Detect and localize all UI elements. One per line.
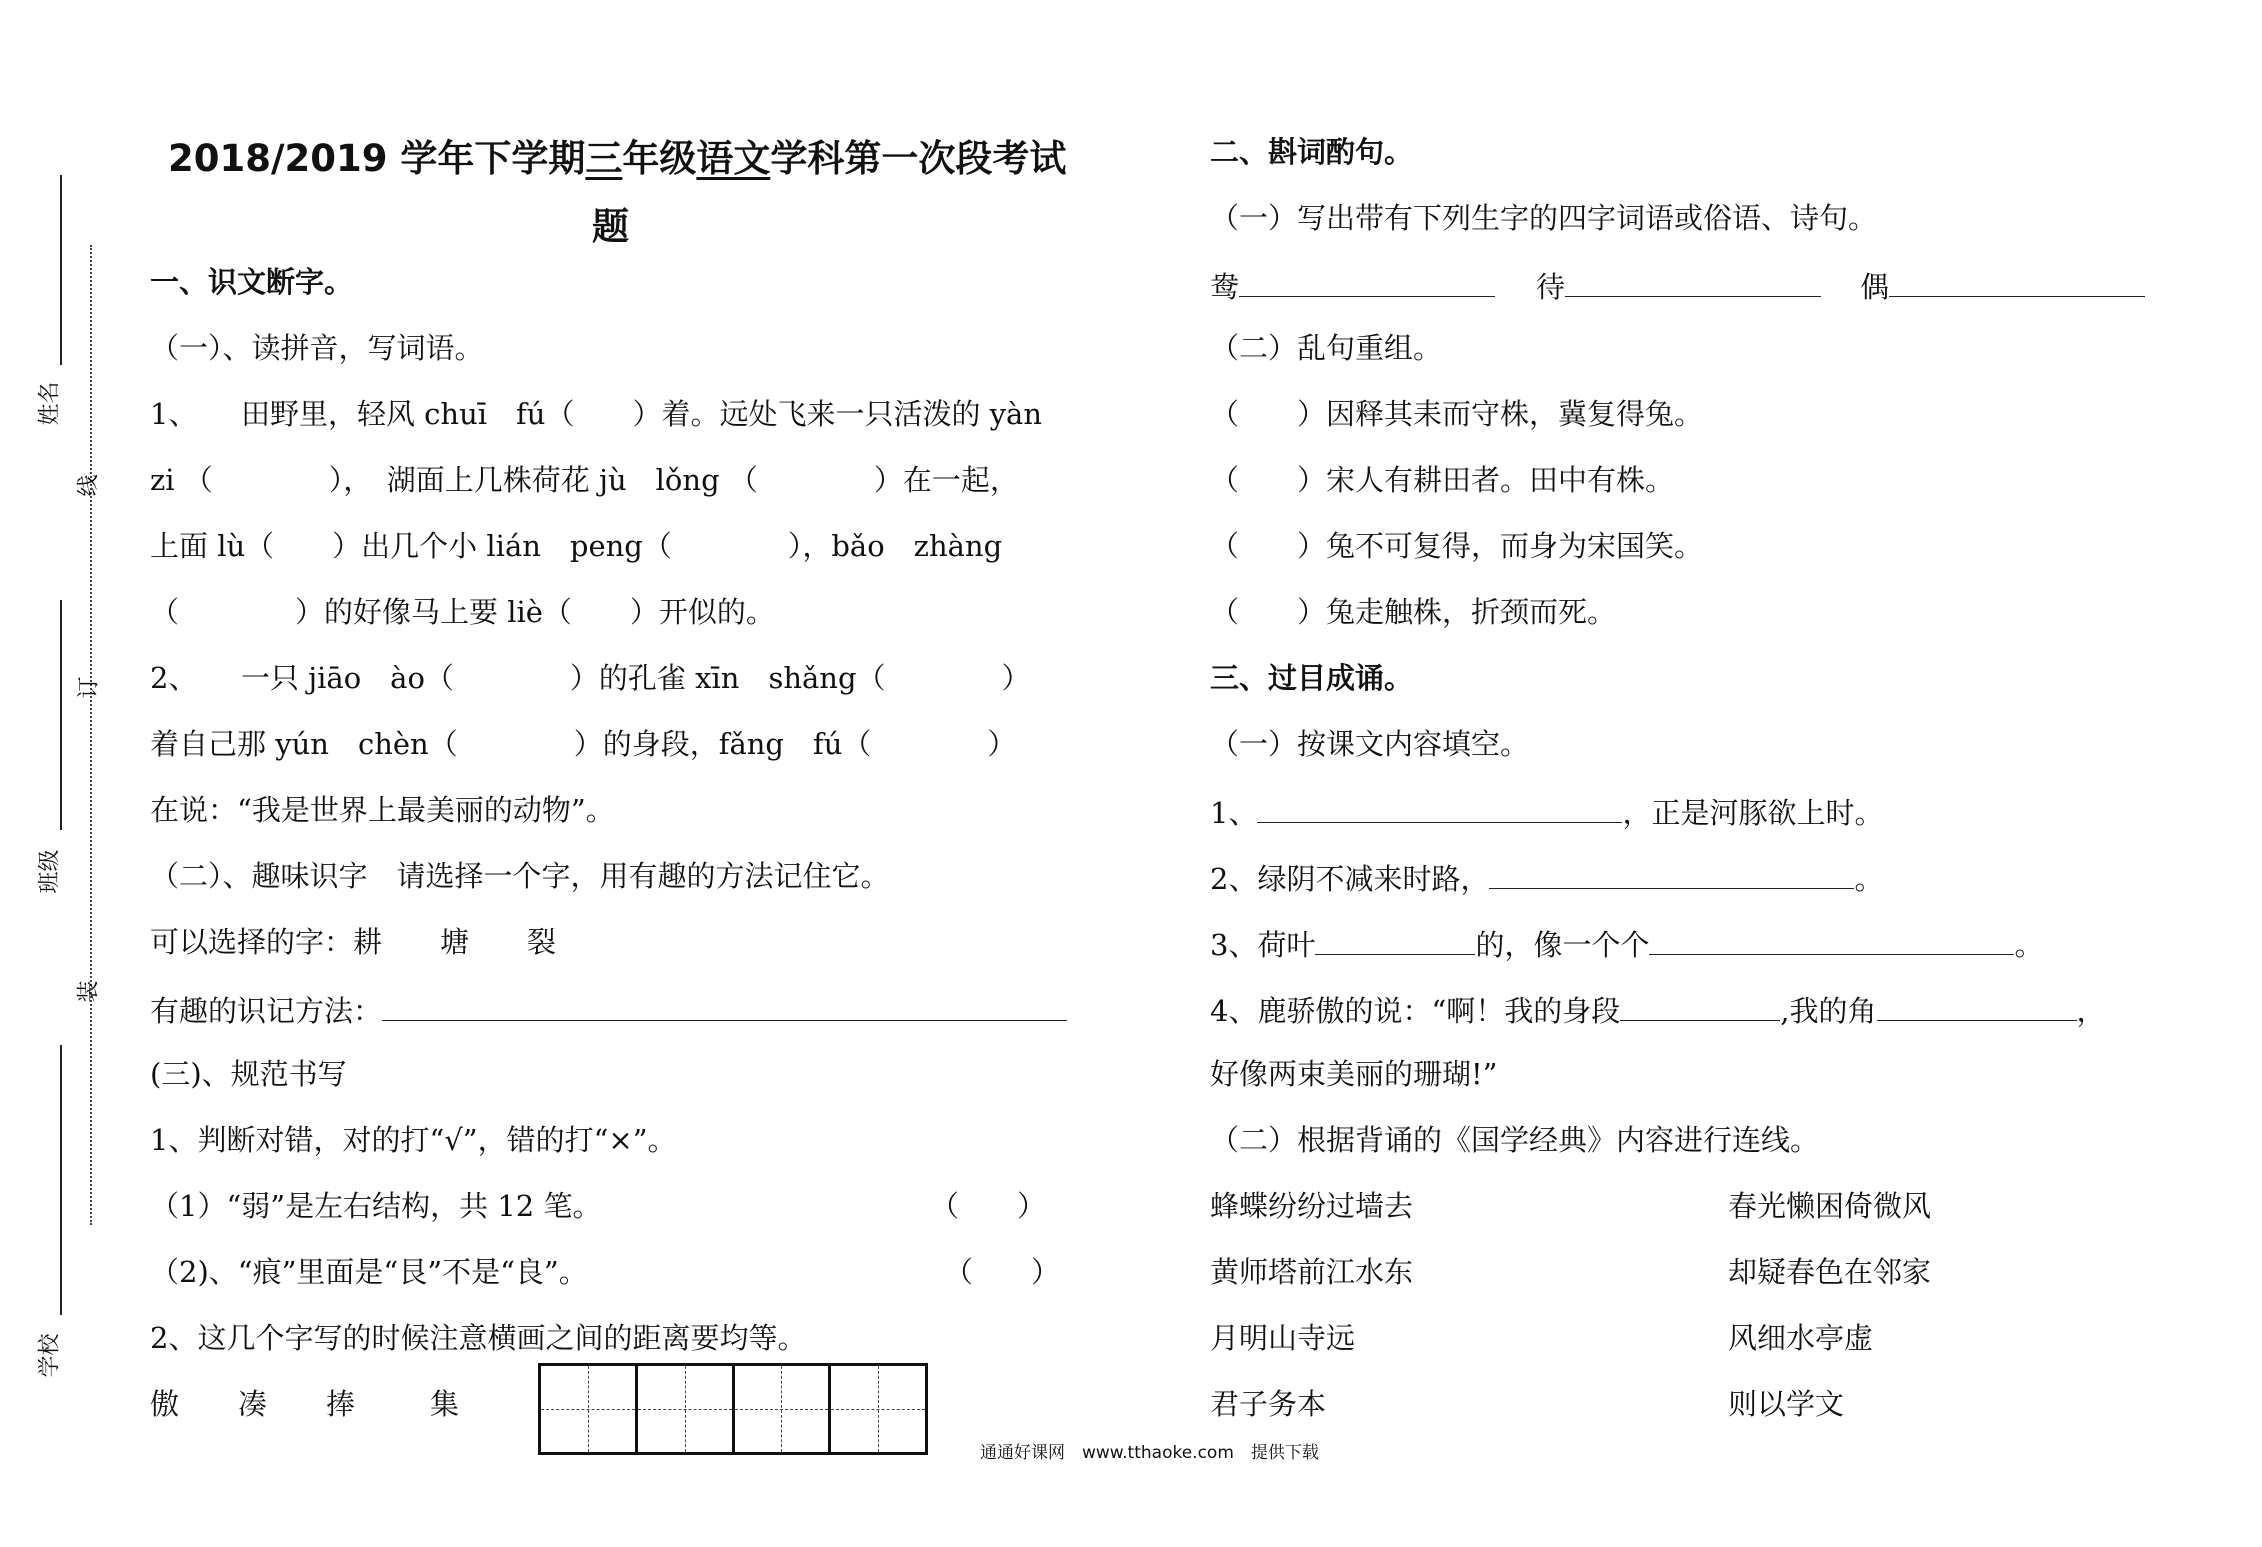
s1-part2-heading: （二）、趣味识字 请选择一个字，用有趣的方法记住它。: [150, 859, 890, 893]
section3-heading: 三、过目成诵。: [1210, 661, 1414, 695]
q2-line2: 着自己那 yún chèn（ ）的身段，fǎng fú（ ）: [150, 727, 1017, 761]
judge-item-2-answer[interactable]: （ ）: [944, 1255, 1061, 1289]
write-char-3: 捧: [326, 1387, 356, 1421]
q1-line3: 上面 lù（ ）出几个小 lián peng（ ），bǎo zhàng: [150, 529, 1003, 563]
fill-3-blank-b[interactable]: [1649, 924, 2014, 955]
fill-4-blank-b[interactable]: [1877, 990, 2077, 1021]
binding-dotted-line: [90, 245, 92, 1225]
write-char-4: 集: [430, 1387, 460, 1421]
method-line: [150, 990, 1067, 1029]
title-part-c: 学科第一次段考试: [770, 137, 1067, 180]
match-right-2[interactable]: 却疑春色在邻家: [1728, 1255, 1932, 1289]
line-label: 线: [76, 474, 102, 497]
reorder-item-1: （ ）因释其耒而守株，冀复得兔。: [1210, 397, 1704, 431]
fill-3-blank-a[interactable]: [1315, 924, 1475, 955]
char-blank-1: 鸯: [1210, 266, 1495, 305]
match-left-2[interactable]: 黄师塔前江水东: [1210, 1255, 1414, 1289]
section1-heading: 一、识文断字。: [150, 265, 354, 299]
match-left-1[interactable]: 蜂蝶纷纷过墙去: [1210, 1189, 1414, 1223]
match-left-3[interactable]: 月明山寺远: [1210, 1321, 1356, 1355]
s1-part3-heading: (三)、规范书写: [150, 1057, 347, 1091]
class-label: 班级: [37, 849, 63, 894]
match-right-4[interactable]: 则以学文: [1728, 1387, 1845, 1421]
title-part-b: 年级: [622, 137, 697, 180]
footer-credit: 通通好课网 www.tthaoke.com 提供下载: [980, 1443, 1319, 1463]
char-answer-blank-1[interactable]: [1239, 266, 1495, 297]
q1-line4: （ ）的好像马上要 liè（ ）开似的。: [150, 595, 775, 629]
fill-item-4: 4、鹿骄傲的说：“啊！我的身段 ,我的角 ，: [1210, 990, 2106, 1029]
zhuang-label: 装: [76, 980, 102, 1003]
q2-line1: 2、 一只 jiāo ào（ ）的孔雀 xīn shǎng（ ）: [150, 661, 1031, 695]
judge-heading: 1、判断对错，对的打“√”，错的打“×”。: [150, 1123, 677, 1157]
s2-part1-heading: （一）写出带有下列生字的四字词语或俗语、诗句。: [1210, 201, 1878, 235]
method-answer-blank[interactable]: [382, 990, 1067, 1021]
fill-item-1: 1、 ，正是河豚欲上时。: [1210, 792, 1883, 831]
write-heading: 2、这几个字写的时候注意横画之间的距离要均等。: [150, 1321, 807, 1355]
reorder-item-4: （ ）兔走触株，折颈而死。: [1210, 595, 1617, 629]
char-answer-blank-2[interactable]: [1565, 266, 1821, 297]
choice-line: 可以选择的字：耕 塘 裂: [150, 925, 557, 959]
char-answer-blank-3[interactable]: [1889, 266, 2145, 297]
school-label: 学校: [37, 1333, 63, 1378]
judge-item-1: （1）“弱”是左右结构，共 12 笔。: [150, 1189, 602, 1223]
q2-line3: 在说：“我是世界上最美丽的动物”。: [150, 793, 615, 827]
char-blank-2: 待: [1536, 266, 1821, 305]
write-char-2: 凑: [238, 1387, 268, 1421]
writing-grid[interactable]: [538, 1363, 928, 1455]
ding-label: 订: [76, 676, 102, 699]
match-right-1[interactable]: 春光懒困倚微风: [1728, 1189, 1932, 1223]
fill-4-blank-a[interactable]: [1620, 990, 1780, 1021]
q1-line2: zi （ ）， 湖面上几株荷花 jù lǒng （ ）在一起，: [150, 463, 1019, 497]
fill-item-4-line2: 好像两束美丽的珊瑚!”: [1210, 1057, 1498, 1091]
margin-line-top: [60, 175, 62, 365]
s2-part2-heading: （二）乱句重组。: [1210, 331, 1443, 365]
margin-line-bottom: [60, 1045, 62, 1315]
name-label: 姓名: [37, 381, 63, 426]
writing-cell[interactable]: [541, 1366, 638, 1452]
s1-part1-heading: （一）、读拼音，写词语。: [150, 331, 484, 365]
writing-cell[interactable]: [735, 1366, 832, 1452]
title-grade: 三: [585, 137, 623, 180]
page-title-line2: 题: [592, 205, 629, 248]
write-char-1: 傲: [150, 1387, 180, 1421]
judge-item-2: （2)、“痕”里面是“艮”不是“良”。: [150, 1255, 588, 1289]
fill-2-blank[interactable]: [1489, 858, 1854, 889]
method-label: 有趣的识记方法：: [150, 994, 383, 1028]
reorder-item-3: （ ）兔不可复得，而身为宋国笑。: [1210, 529, 1704, 563]
s3-part1-heading: （一）按课文内容填空。: [1210, 727, 1530, 761]
title-subject: 语文: [696, 137, 771, 180]
fill-1-blank[interactable]: [1257, 792, 1622, 823]
match-right-3[interactable]: 风细水亭虚: [1728, 1321, 1874, 1355]
s3-part2-heading: （二）根据背诵的《国学经典》内容进行连线。: [1210, 1123, 1820, 1157]
fill-item-2: 2、绿阴不减来时路， 。: [1210, 858, 1883, 897]
judge-item-1-answer[interactable]: （ ）: [930, 1189, 1047, 1223]
reorder-item-2: （ ）宋人有耕田者。田中有株。: [1210, 463, 1675, 497]
page-title: [168, 128, 1066, 182]
section2-heading: 二、斟词酌句。: [1210, 135, 1414, 169]
fill-item-3: 3、荷叶 的，像一个个 。: [1210, 924, 2043, 963]
q1-line1: 1、 田野里，轻风 chuī fú（ ）着。远处飞来一只活泼的 yàn: [150, 397, 1043, 431]
writing-cell[interactable]: [638, 1366, 735, 1452]
writing-cell[interactable]: [831, 1366, 925, 1452]
match-left-4[interactable]: 君子务本: [1210, 1387, 1327, 1421]
char-blank-3: 偶: [1860, 266, 2145, 305]
title-part-a: 2018/2019 学年下学期: [168, 137, 586, 180]
margin-line-mid: [60, 600, 62, 830]
